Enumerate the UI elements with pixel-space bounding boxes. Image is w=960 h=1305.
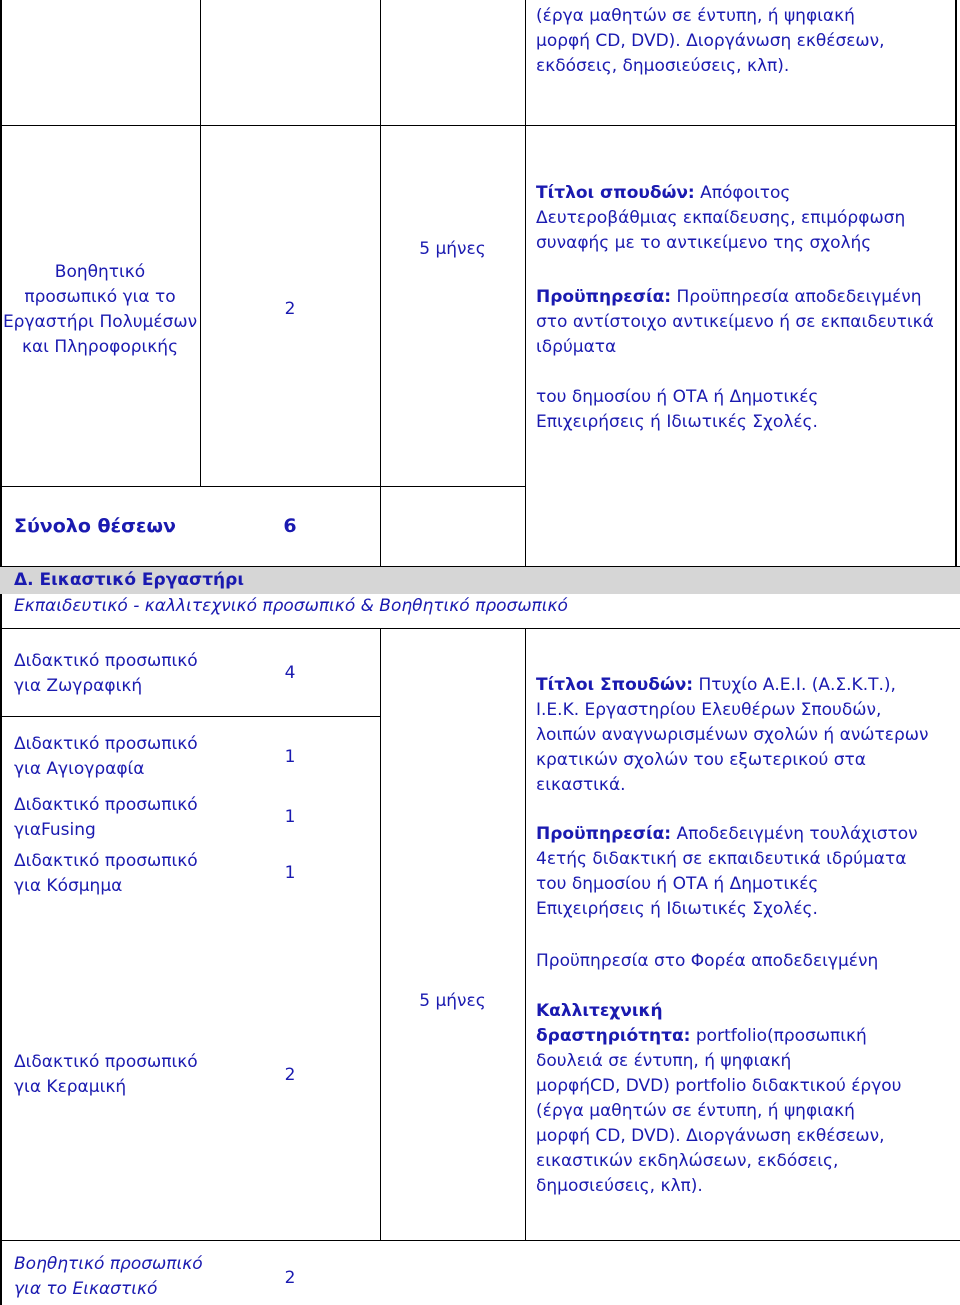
art-count: 2 xyxy=(284,1065,296,1085)
text-line: Διδακτικό προσωπικό xyxy=(14,795,198,815)
text-line: Βοηθητικό προσωπικό xyxy=(14,1254,203,1274)
position-experience-cont xyxy=(536,385,818,435)
text-line: του δημοσίου ή ΟΤΑ ή Δημοτικές xyxy=(536,874,819,894)
text-line: Διδακτικό προσωπικό xyxy=(14,734,198,754)
text-line: Διδακτικό προσωπικό xyxy=(14,1052,198,1072)
text-line: για Ζωγραφική xyxy=(14,676,143,696)
art-studies xyxy=(536,673,929,798)
text-line: εικαστικά. xyxy=(536,775,626,795)
text-line: γιαFusing xyxy=(14,820,96,840)
col-divider xyxy=(200,0,201,486)
art-count: 1 xyxy=(284,863,296,883)
text-line: για Κεραμική xyxy=(14,1077,127,1097)
text-line: του δημοσίου ή ΟΤΑ ή Δημοτικές xyxy=(536,387,819,407)
text-line: μορφή CD, DVD). Διοργάνωση εκθέσεων, xyxy=(536,1126,885,1146)
requirements-continued xyxy=(536,4,885,79)
section-subtitle: Εκπαιδευτικό - καλλιτεχνικό προσωπικό & Βοηθητικό προσωπικό xyxy=(14,596,568,616)
text-line: Αποδεδειγμένη τουλάχιστον xyxy=(676,824,918,844)
col-divider xyxy=(525,628,526,1240)
total-value: 6 xyxy=(283,515,297,537)
position-count: 2 xyxy=(284,299,296,319)
experience-label: Προϋπηρεσία: xyxy=(536,287,672,307)
art-position-iconography xyxy=(14,732,198,782)
text-line: δημοσιεύσεις, κλπ). xyxy=(536,1176,703,1196)
assistant-art-count: 2 xyxy=(284,1268,296,1288)
art-position-fusing xyxy=(14,793,198,843)
studies-label: Τίτλοι Σπουδών: xyxy=(536,675,694,695)
text-line: Διδακτικό προσωπικό xyxy=(14,651,198,671)
table-border-right xyxy=(955,0,957,566)
text-line: Δευτεροβάθμιας εκπαίδευσης, επιμόρφωση xyxy=(536,208,906,228)
col-divider xyxy=(525,0,526,566)
art-artistic-activity xyxy=(536,999,902,1199)
row-divider xyxy=(0,716,380,717)
text-line: Επιχειρήσεις ή Ιδιωτικές Σχολές. xyxy=(536,412,818,432)
text-line: 4ετής διδακτική σε εκπαιδευτικά ιδρύματα xyxy=(536,849,907,869)
text-line: (έργα μαθητών σε έντυπη, ή ψηφιακή xyxy=(536,6,855,26)
art-count: 4 xyxy=(284,663,296,683)
table-border-left xyxy=(0,0,2,1305)
text-line: εικαστικών εκδηλώσεων, εκδόσεις, xyxy=(536,1151,839,1171)
text-line: προσωπικό για το xyxy=(24,287,176,307)
text-line: για Αγιογραφία xyxy=(14,759,145,779)
art-experience xyxy=(536,822,918,922)
text-line: Διδακτικό προσωπικό xyxy=(14,851,198,871)
assistant-art-position xyxy=(14,1252,203,1302)
row-divider xyxy=(0,1240,960,1241)
text-line: Βοηθητικό xyxy=(54,262,146,282)
text-line: συναφής με το αντικείμενο της σχολής xyxy=(536,233,872,253)
row-divider xyxy=(0,628,960,629)
studies-label: Τίτλοι σπουδών: xyxy=(536,183,695,203)
art-position-painting xyxy=(14,649,198,699)
text-line: κρατικών σχολών του εξωτερικού στα xyxy=(536,750,866,770)
total-label: Σύνολο θέσεων xyxy=(14,515,176,537)
text-line: Ι.Ε.Κ. Εργαστηρίου Ελευθέρων Σπουδών, xyxy=(536,700,882,720)
text-line: εκδόσεις, δημοσιεύσεις, κλπ). xyxy=(536,56,790,76)
art-experience-body: Προϋπηρεσία στο Φορέα αποδεδειγμένη xyxy=(536,951,879,971)
text-line: μορφήCD, DVD) portfolio διδακτικού έργου xyxy=(536,1076,902,1096)
art-count: 1 xyxy=(284,747,296,767)
art-position-ceramics xyxy=(14,1050,198,1100)
art-count: 1 xyxy=(284,807,296,827)
text-line: λοιπών αναγνωρισμένων σχολών ή ανώτερων xyxy=(536,725,929,745)
row-divider xyxy=(0,486,525,487)
art-duration: 5 μήνες xyxy=(419,991,486,1011)
position-experience xyxy=(536,285,934,360)
text-line: δουλειά σε έντυπη, ή ψηφιακή xyxy=(536,1051,792,1071)
position-name xyxy=(0,260,200,360)
text-line: portfolio(προσωπική xyxy=(695,1026,867,1046)
text-line: για Κόσμημα xyxy=(14,876,123,896)
text-line: ιδρύματα xyxy=(536,337,617,357)
text-line: Πτυχίο Α.Ε.Ι. (Α.Σ.Κ.Τ.), xyxy=(698,675,896,695)
col-divider xyxy=(380,0,381,566)
studies-text: Απόφοιτος xyxy=(700,183,791,203)
text-line: στο αντίστοιχο αντικείμενο ή σε εκπαιδευτικά xyxy=(536,312,934,332)
section-title: Δ. Εικαστικό Εργαστήρι xyxy=(14,570,244,590)
experience-label: Προϋπηρεσία: xyxy=(536,824,672,844)
text-line: (έργα μαθητών σε έντυπη, ή ψηφιακή xyxy=(536,1101,855,1121)
text-line: Προϋπηρεσία αποδεδειγμένη xyxy=(676,287,922,307)
artistic-label: δραστηριότητα: xyxy=(536,1026,691,1046)
position-requirements xyxy=(536,181,905,256)
col-divider xyxy=(380,628,381,1240)
row-divider xyxy=(0,125,957,126)
text-line: Επιχειρήσεις ή Ιδιωτικές Σχολές. xyxy=(536,899,818,919)
text-line: και Πληροφορικής xyxy=(21,337,179,357)
text-line: για το Εικαστικό xyxy=(14,1279,158,1299)
art-position-jewelry xyxy=(14,849,198,899)
artistic-label: Καλλιτεχνική xyxy=(536,1001,663,1021)
text-line: μορφή CD, DVD). Διοργάνωση εκθέσεων, xyxy=(536,31,885,51)
text-line: Εργαστήρι Πολυμέσων xyxy=(2,312,198,332)
position-duration: 5 μήνες xyxy=(419,239,486,259)
